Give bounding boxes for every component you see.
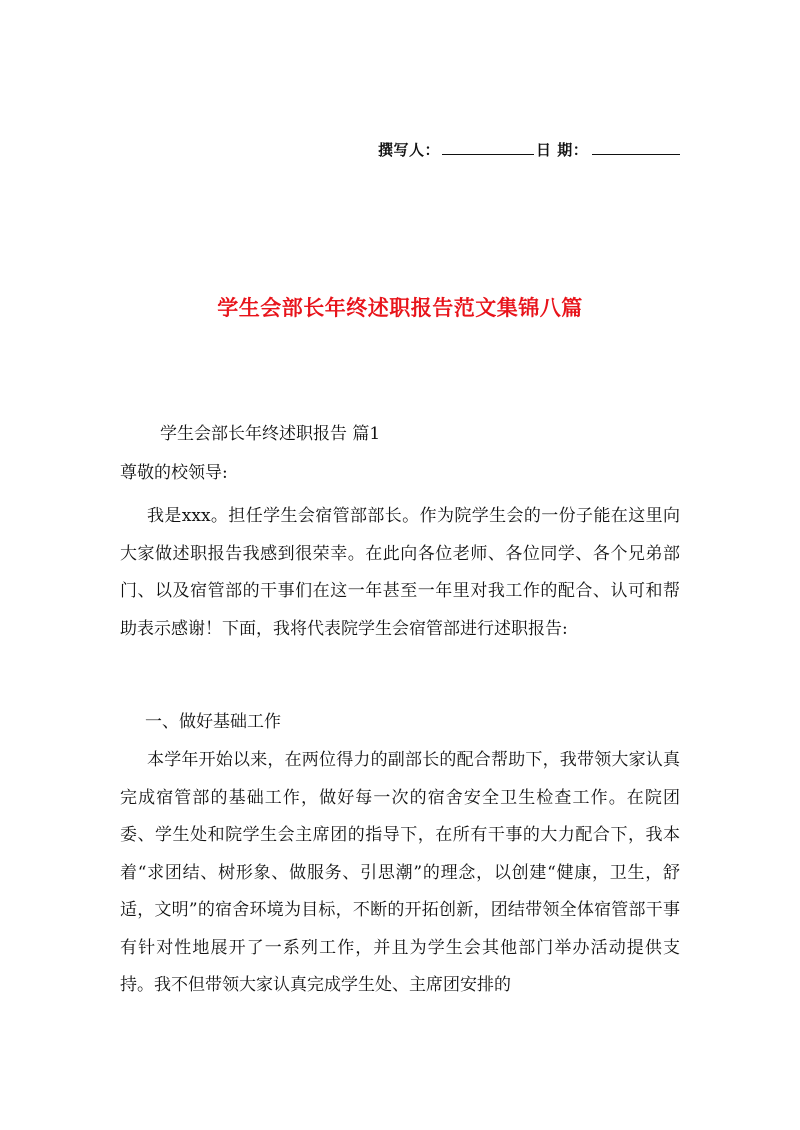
document-title: 学生会部长年终述职报告范文集锦八篇 [217, 295, 583, 320]
author-label: 撰写人： [378, 141, 441, 159]
paragraph-2: 本学年开始以来，在两位得力的副部长的配合帮助下，我带领大家认真完成宿管部的基础工作，做好每一次的宿舍安全卫生检查工作。在院团委、学生处和院学生会主席团的指导下，在所有干事的大力配合下，我本着“求团结、树形象、做服务、引思潮”的理念，以创建“健康，卫生，舒适，文明”的宿舍环境为目标，不断的开拓创新，团结带领全体宿管部干事有针对性地展开了一系列工作，并且为学生会其他部门举办活动提供支持。我不但带领大家认真完成学生处、主席团安排的 [120, 750, 680, 995]
date-label: 日 期： [536, 141, 589, 159]
section-heading: 学生会部长年终述职报告 篇1 [160, 424, 381, 444]
paragraph-1: 我是xxx。担任学生会宿管部部长。作为院学生会的一份子能在这里向大家做述职报告我感到很荣幸。在此向各位老师、各位同学、各个兄弟部门、以及宿管部的干事们在这一年甚至一年里对我工作的配合、认可和帮助表示感谢！下面，我将代表院学生会宿管部进行述职报告: [120, 506, 680, 639]
subheading-1: 一、做好基础工作 [145, 712, 281, 732]
date-blank [592, 140, 680, 155]
author-blank [442, 140, 534, 155]
author-date-line [378, 139, 680, 160]
greeting: 尊敬的校领导: [120, 463, 228, 483]
